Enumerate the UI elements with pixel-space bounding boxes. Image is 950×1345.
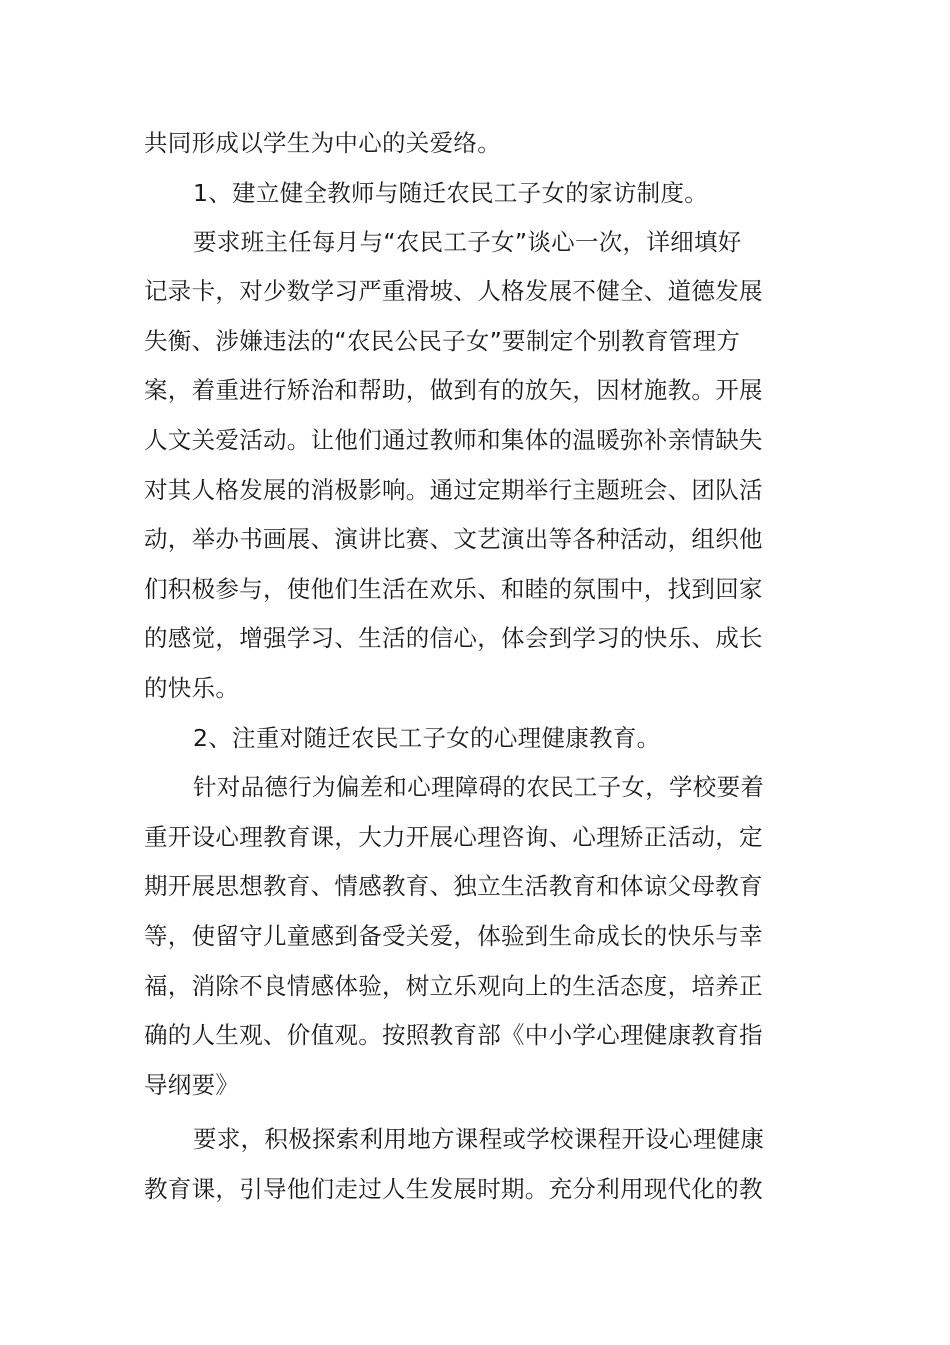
text-line-19: 确的人生观、价值观。按照教育部《中小学心理健康教育指 <box>144 1021 763 1049</box>
text-line-22: 教育课，引导他们走过人生发展时期。充分利用现代化的教 <box>144 1175 763 1203</box>
text-line-20: 导纲要》 <box>144 1071 240 1099</box>
text-line-12: 的快乐。 <box>144 674 240 702</box>
text-line-15: 重开设心理教育课，大力开展心理咨询、心理矫正活动，定 <box>144 823 763 851</box>
text-line-3: 要求班主任每月与“农民工子女”谈心一次，详细填好 <box>193 228 742 256</box>
text-line-14: 针对品德行为偏差和心理障碍的农民工子女，学校要着 <box>193 773 765 801</box>
text-line-11: 的感觉，增强学习、生活的信心，体会到学习的快乐、成长 <box>144 624 763 652</box>
text-line-13-heading: 2、注重对随迁农民工子女的心理健康教育。 <box>193 724 661 752</box>
text-line-8: 对其人格发展的消极影响。通过定期举行主题班会、团队活 <box>144 476 763 504</box>
text-line-16: 期开展思想教育、情感教育、独立生活教育和体谅父母教育 <box>144 872 763 900</box>
text-line-10: 们积极参与，使他们生活在欢乐、和睦的氛围中，找到回家 <box>144 575 763 603</box>
text-line-2-heading: 1、建立健全教师与随迁农民工子女的家访制度。 <box>193 179 709 207</box>
text-line-17: 等，使留守儿童感到备受关爱，体验到生命成长的快乐与幸 <box>144 922 763 950</box>
text-line-9: 动，举办书画展、演讲比赛、文艺演出等各种活动，组织他 <box>144 525 763 553</box>
text-line-1: 共同形成以学生为中心的关爱络。 <box>144 129 501 157</box>
text-line-6: 案，着重进行矫治和帮助，做到有的放矢，因材施教。开展 <box>144 376 763 404</box>
text-line-7: 人文关爱活动。让他们通过教师和集体的温暖弥补亲情缺失 <box>144 426 763 454</box>
text-line-4: 记录卡，对少数学习严重滑坡、人格发展不健全、道德发展 <box>144 277 763 305</box>
text-line-21: 要求，积极探索利用地方课程或学校课程开设心理健康 <box>193 1125 765 1153</box>
text-line-18: 福，消除不良情感体验，树立乐观向上的生活态度，培养正 <box>144 972 763 1000</box>
text-line-5: 失衡、涉嫌违法的“农民公民子女”要制定个别教育管理方 <box>144 327 741 355</box>
